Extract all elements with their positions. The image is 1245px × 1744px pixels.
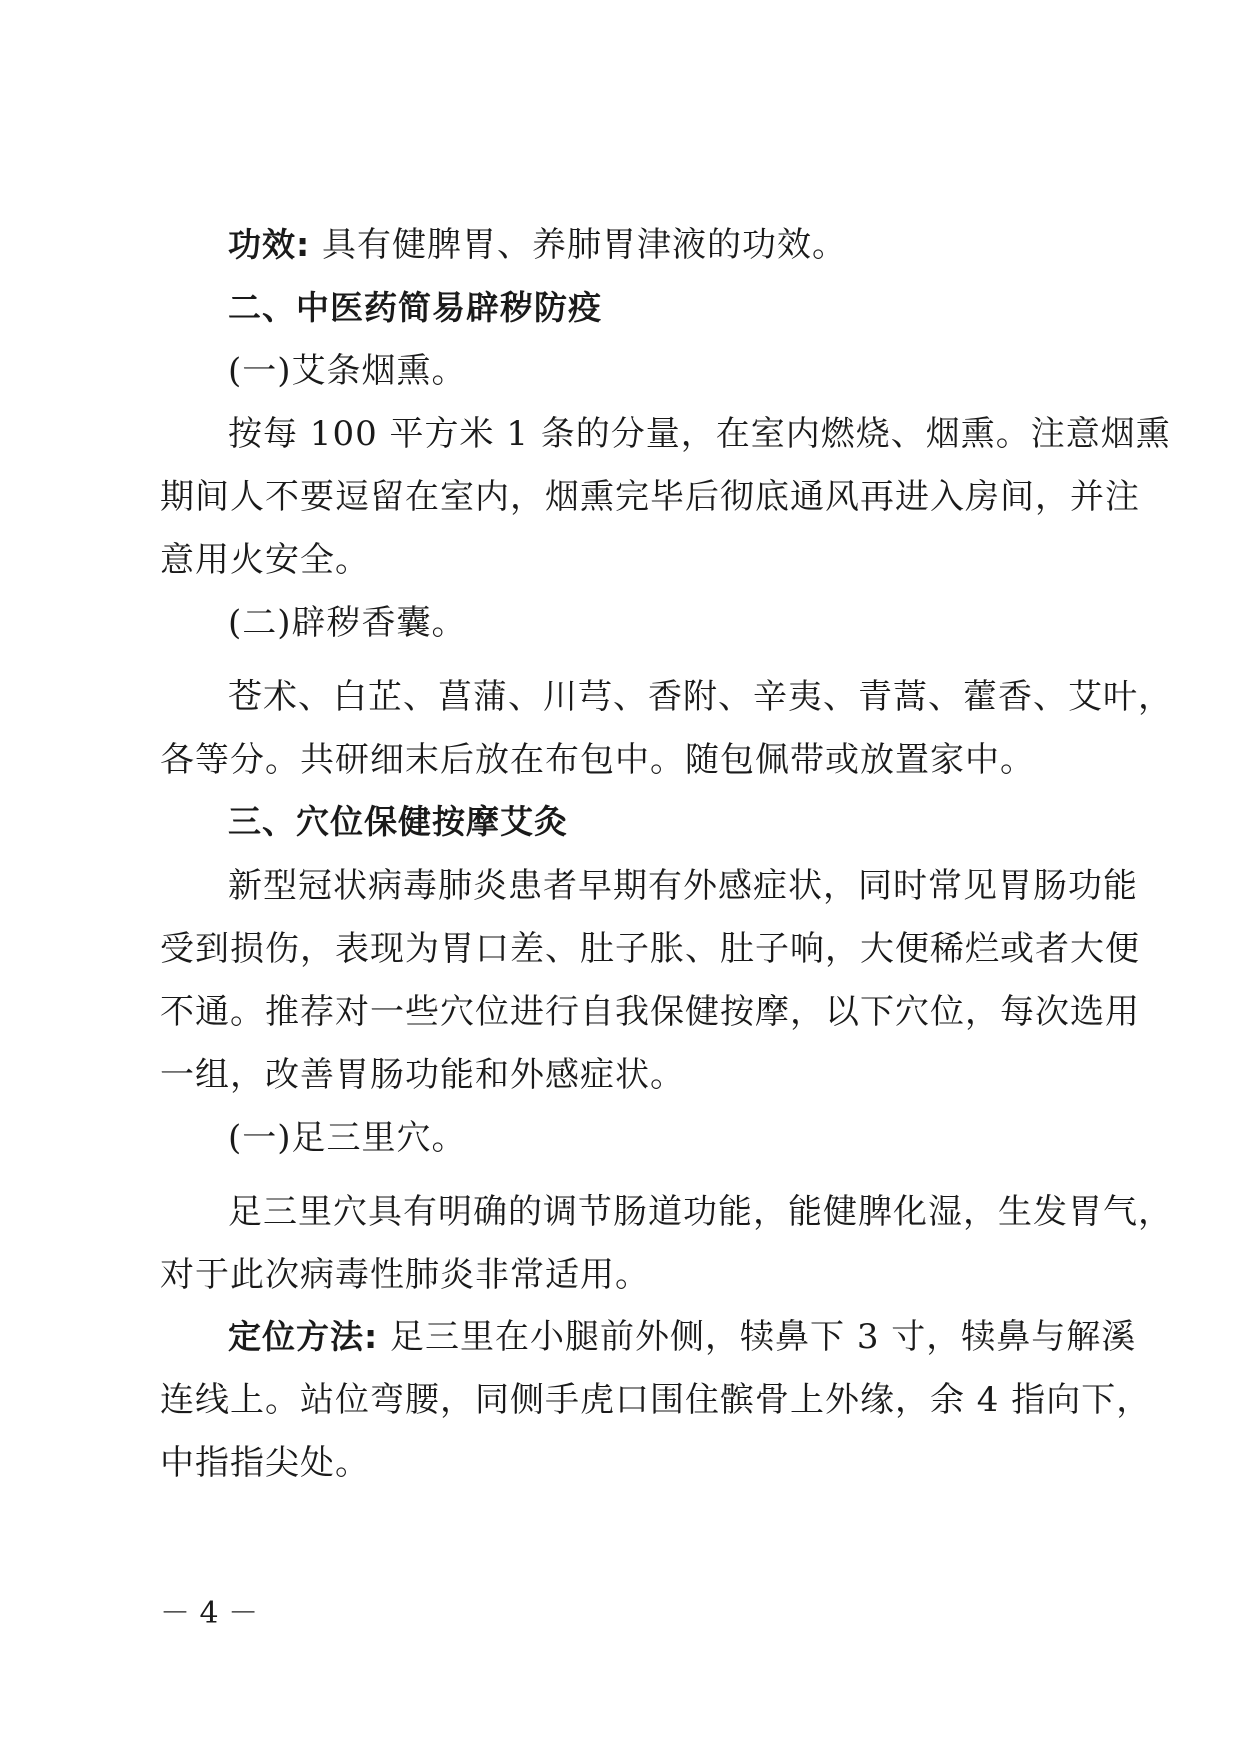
efficacy-text: 具有健脾胃、养肺胃津液的功效。 xyxy=(310,225,848,265)
section-heading-2: 二、中医药简易辟秽防疫 xyxy=(228,288,602,327)
page-number: － 4 － xyxy=(160,1596,259,1631)
body-line: 新型冠状病毒肺炎患者早期有外感症状，同时常见胃肠功能 xyxy=(228,866,1138,906)
body-line: 对于此次病毒性肺炎非常适用。 xyxy=(160,1255,650,1295)
paragraph-location-method xyxy=(228,1307,1137,1367)
body-line: 中指指尖处。 xyxy=(160,1443,370,1483)
body-line: 各等分。共研细末后放在布包中。随包佩带或放置家中。 xyxy=(160,740,1035,780)
subheading-moxa-smoke: (一)艾条烟熏。 xyxy=(228,351,467,391)
body-line: 一组，改善胃肠功能和外感症状。 xyxy=(160,1055,685,1095)
subheading-zusanli: (一)足三里穴。 xyxy=(228,1118,467,1158)
body-line: 受到损伤，表现为胃口差、肚子胀、肚子响，大便稀烂或者大便 xyxy=(160,929,1140,969)
body-line: 不通。推荐对一些穴位进行自我保健按摩，以下穴位，每次选用 xyxy=(160,992,1140,1032)
body-line: 苍术、白芷、菖蒲、川芎、香附、辛夷、青蒿、藿香、艾叶， xyxy=(228,677,1173,717)
efficacy-label: 功效: xyxy=(228,225,311,264)
body-line: 意用火安全。 xyxy=(160,540,370,580)
subheading-sachet: (二)辟秽香囊。 xyxy=(228,603,467,643)
body-line: 连线上。站位弯腰，同侧手虎口围住髌骨上外缘，余 4 指向下， xyxy=(160,1380,1152,1420)
paragraph-efficacy xyxy=(228,215,1090,275)
section-heading-3: 三、穴位保健按摩艾灸 xyxy=(228,802,568,841)
location-method-label: 定位方法: xyxy=(228,1317,379,1356)
body-line: 期间人不要逗留在室内，烟熏完毕后彻底通风再进入房间，并注 xyxy=(160,477,1140,517)
body-line: 按每 100 平方米 1 条的分量，在室内燃烧、烟熏。注意烟熏 xyxy=(228,414,1171,454)
body-line: 足三里穴具有明确的调节肠道功能，能健脾化湿，生发胃气， xyxy=(228,1192,1173,1232)
location-method-text: 足三里在小腿前外侧，犊鼻下 3 寸，犊鼻与解溪 xyxy=(378,1317,1137,1357)
